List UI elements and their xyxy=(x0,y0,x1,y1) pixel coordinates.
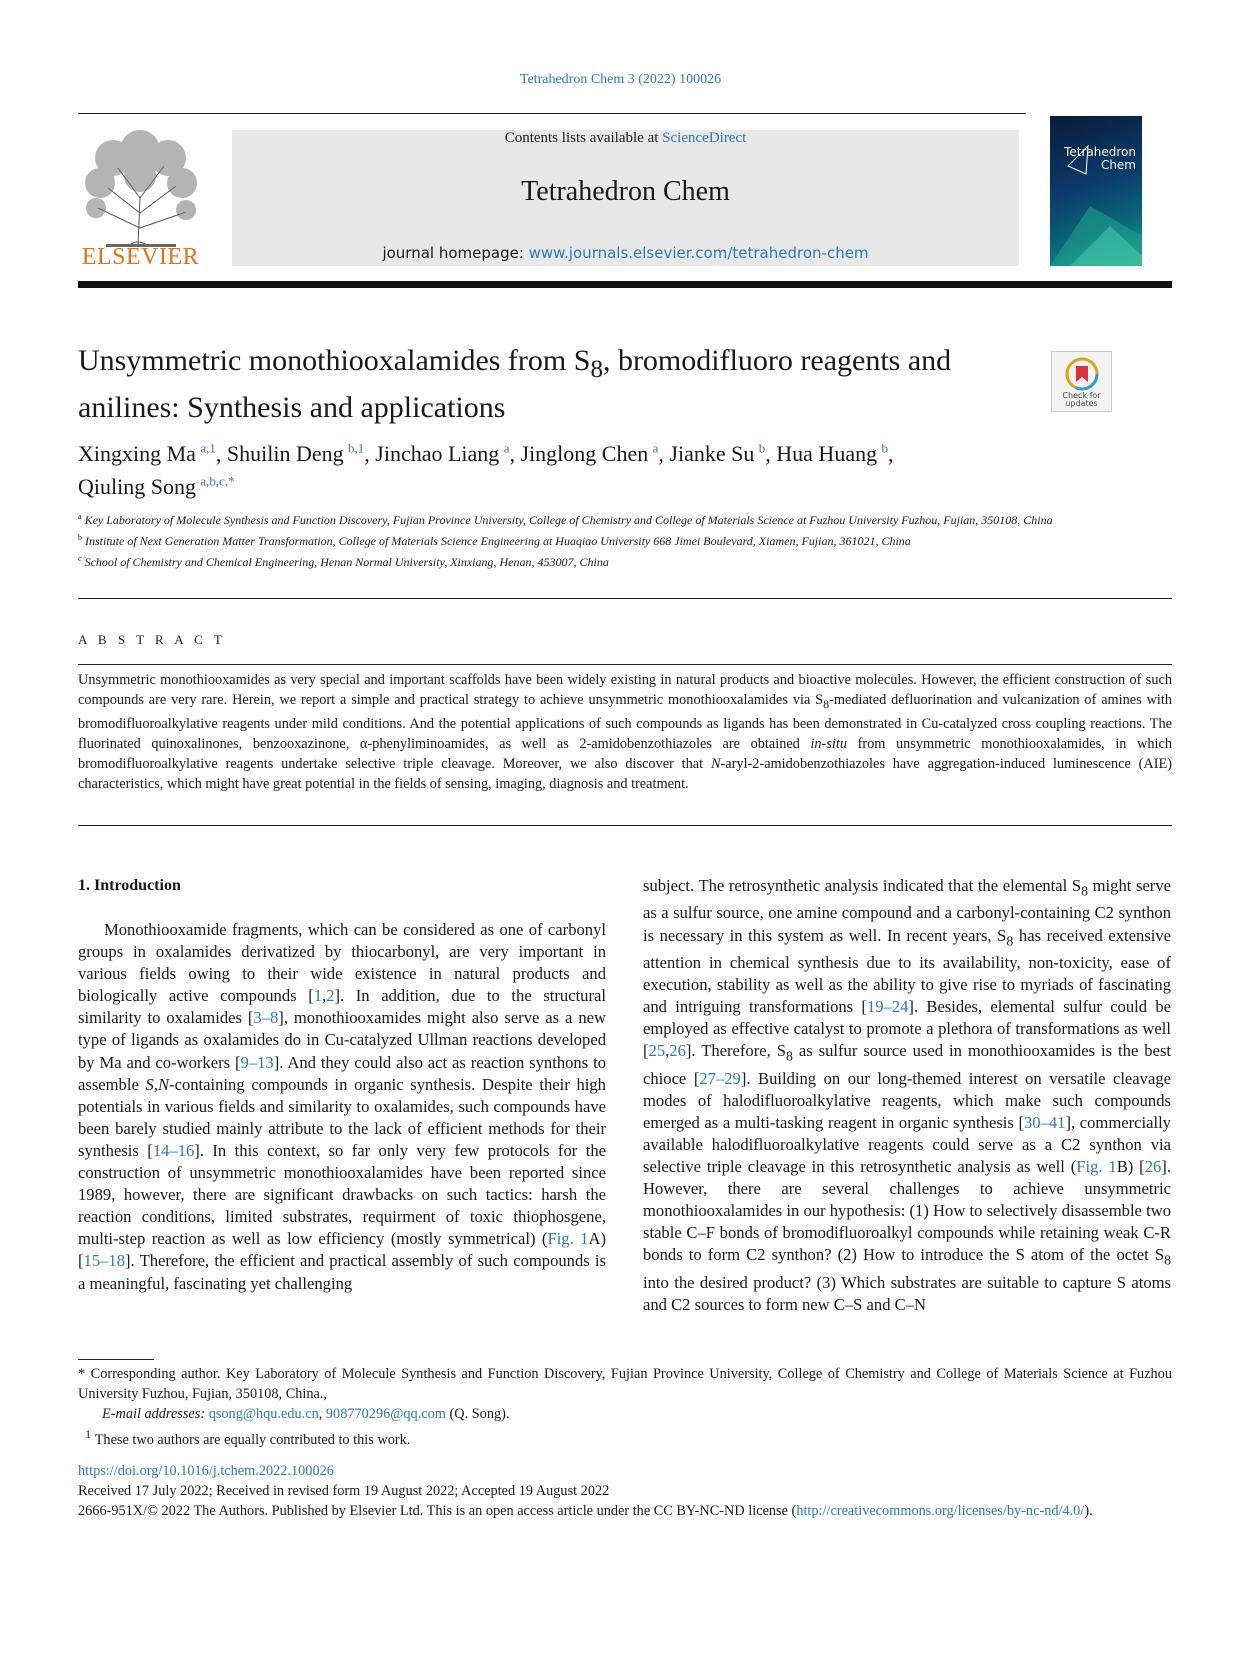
email-label: E-mail addresses: xyxy=(102,1406,209,1422)
check-updates-icon xyxy=(1064,356,1100,392)
text-seg: has received extensive attention in chemical synthesis due to its availability, non-toxicity, ease of execution, stability as well as the ability to give rise to myriads of fascinating and intriguing transformations [ xyxy=(643,925,1171,1017)
text-seg: ]. In this context, so far only very few protocols for the construction of unsymmetric monothiooxalamides have been reported since 1989, however, there are significant drawbacks on such tactics: harsh the reaction conditions, limited substrates, requirment of toxic thiophosgene, multi-step reaction as well as low efficiency (mostly symmetrical) ( xyxy=(78,1140,606,1249)
publication-info xyxy=(78,1461,1172,1521)
author[interactable] xyxy=(78,441,216,466)
affiliation-text: School of Chemistry and Chemical Engineering, Henan Normal University, Xinxiang, Henan, 453007, China xyxy=(81,555,609,569)
author-affiliation-mark[interactable]: b xyxy=(758,441,766,456)
author-name: Qiuling Song xyxy=(78,473,196,499)
author-name: Xingxing Ma xyxy=(78,441,196,467)
article-history: Received 17 July 2022; Received in revised form 19 August 2022; Accepted 19 August 2022 xyxy=(78,1483,610,1499)
homepage-line xyxy=(232,244,1019,262)
abstract-sub: 8 xyxy=(823,696,830,711)
check-for-updates-badge[interactable] xyxy=(1051,351,1112,412)
footnote-mark: 1 xyxy=(85,1427,92,1441)
text-seg: ]. Therefore, the efficient and practical assembly of such compounds is a meaningful, fascinating yet challenging xyxy=(78,1251,606,1293)
affiliation xyxy=(78,508,1078,529)
email-line xyxy=(78,1404,1172,1424)
intro-paragraph-1-cont xyxy=(643,875,1171,1316)
affiliation-text: Key Laboratory of Molecule Synthesis and Function Discovery, Fujian Province University, College of Chemistry and College of Materials Science at Fuzhou University Fuzhou, Fujian, 350108, China xyxy=(81,513,1053,527)
affiliation-label: a xyxy=(78,512,82,521)
check-updates-label: Check for updates xyxy=(1062,391,1101,408)
contents-prefix: Contents lists available at xyxy=(504,130,663,146)
cover-graphic xyxy=(1050,116,1142,266)
abstract-seg: -aryl-2-amidobenzothiazoles have aggregation-induced luminescence (AIE) characteristics, which might have great potential in the fields of sensing, imaging, diagnosis and treatment. xyxy=(78,755,1172,792)
body-column-left xyxy=(78,875,606,1295)
text-seg: B) [ xyxy=(1116,1157,1145,1177)
author-affiliation-mark[interactable]: b xyxy=(881,441,888,456)
affiliation-text: Institute of Next Generation Matter Transformation, College of Materials Science Engineering at Huaqiao University 668 Jimei Boulevard, Xiamen, Fujian, 361021, China xyxy=(82,534,911,548)
author-name: Jianke Su xyxy=(669,441,755,467)
author-affiliation-mark[interactable]: b,1 xyxy=(348,441,365,456)
author-affiliation-mark[interactable]: a xyxy=(652,441,659,456)
citation-link[interactable]: 1 xyxy=(313,986,323,1006)
text-seg: Monothiooxamide fragments, which can be considered as one of carbonyl groups in oxalamides derivatized by thiocarbonyl, are very important in various fields owing to their wide existence in natural products and biologically active compounds [ xyxy=(78,920,606,1006)
author-affiliation-mark[interactable]: a,b,c,* xyxy=(200,473,235,489)
body-column-right xyxy=(643,875,1171,1316)
header-rule xyxy=(78,113,1026,114)
author[interactable] xyxy=(521,441,659,466)
author-list: Xingxing Ma $^{a,1}$, Shuilin Deng $^{b,1}$, Jinchao Liang $^a$, Jinglong Chen $^a$, Jianke Su $^b$, Hua Huang $^b$, Qiuling Song $^{a,b,c,*}$ xyxy=(78,441,894,499)
title-part2: , bromodifluoro reagents and anilines: Synthesis and applications xyxy=(78,344,952,424)
text-seg: , xyxy=(665,1041,670,1061)
masthead-rule xyxy=(78,281,1172,288)
italic-seg: S,N xyxy=(145,1074,170,1094)
doi-link[interactable]: https://doi.org/10.1016/j.tchem.2022.100026 xyxy=(78,1463,334,1479)
license-line xyxy=(78,1501,1172,1521)
author-name: Hua Huang xyxy=(776,441,878,467)
citation-link[interactable]: 26 xyxy=(1144,1157,1162,1177)
abstract-rule-top xyxy=(78,664,1172,665)
affiliation xyxy=(78,550,1078,571)
affiliations xyxy=(78,508,1078,571)
author[interactable] xyxy=(669,441,765,466)
email-sep: , xyxy=(318,1406,326,1422)
email-link-2[interactable]: 908770296@qq.com xyxy=(325,1406,446,1422)
citation-link[interactable]: 25 xyxy=(648,1041,666,1061)
corresponding-author-note: * Corresponding author. Key Laboratory of Molecule Synthesis and Function Discovery, Fujian Province University, College of Chemistry and College of Materials Science at Fuzhou University Fuzhou, Fujian, 350108, China., xyxy=(78,1366,1172,1402)
text-seg: ]. In addition, due to the structural similarity to oxalamides [ xyxy=(78,986,606,1028)
abstract-italic: in-situ xyxy=(810,735,847,752)
citation-link[interactable]: 30–41 xyxy=(1023,1112,1066,1132)
equal-contribution-text: These two authors are equally contributed to this work. xyxy=(94,1431,411,1448)
author-affiliation-mark[interactable]: a xyxy=(503,441,510,456)
citation-link[interactable]: 2 xyxy=(326,986,335,1006)
sciencedirect-link[interactable]: ScienceDirect xyxy=(662,130,747,146)
subscript: 8 xyxy=(1164,1252,1171,1268)
equal-contribution-note xyxy=(78,1424,1172,1450)
contents-line xyxy=(232,130,1019,147)
text-seg: -containing compounds in organic synthesis. Despite their high potentials in various fields and similarity to oxalamides, such compounds have been barely studied mainly attribute to the lack of efficient methods for their synthesis [ xyxy=(78,1074,606,1160)
abstract-seg: Unsymmetric monothiooxamides as very special and important scaffolds have been widely existing in natural products and bioactive molecules. However, the efficient construction of such compounds are very rare. Herein, we report a simple and practical strategy to achieve unsymmetric monothiooxalamides via S xyxy=(78,672,1172,708)
citation-link[interactable]: 27–29 xyxy=(699,1068,741,1088)
author[interactable] xyxy=(227,441,364,466)
author[interactable] xyxy=(78,474,235,499)
license-prefix: 2666-951X/© 2022 The Authors. Published by Elsevier Ltd. This is an open access article under the CC BY-NC-ND license ( xyxy=(78,1503,797,1519)
cover-title: Tetrahedron Chem xyxy=(1064,145,1136,172)
citation-link[interactable]: 3–8 xyxy=(253,1008,279,1028)
abstract-italic: N xyxy=(711,755,721,772)
subscript: 8 xyxy=(1006,932,1014,948)
journal-masthead xyxy=(232,130,1019,266)
footnotes xyxy=(78,1364,1172,1450)
citation-link[interactable]: 15–18 xyxy=(83,1251,126,1271)
subscript: 8 xyxy=(1081,883,1088,899)
abstract-seg: -mediated defluorination and vulcanization of amines with bromodifluoroalkylative reagents under mild conditions. And the potential applications of such compounds as ligands has been demonstrated in Cu-catalyzed cross coupling reactions. The fluorinated quinoxalinones, benzooxazinone, α-phenyliminoamides, as well as 2-amidobenzothiazoles are obtained xyxy=(78,692,1173,752)
citation-link[interactable]: 19–24 xyxy=(866,997,909,1017)
affiliation-label: c xyxy=(78,554,82,563)
author-name: Jinchao Liang xyxy=(375,441,500,467)
text-seg: as sulfur source used in monothiooxamides is the best chioce [ xyxy=(643,1041,1172,1088)
homepage-prefix: journal homepage: xyxy=(382,244,529,262)
text-seg: might serve as a sulfur source, one amine compound and a carbonyl-containing C2 synthon is necessary in this system as well. In recent years, S xyxy=(643,876,1171,945)
license-suffix: ). xyxy=(1084,1503,1093,1519)
text-seg: ]. Besides, elemental sulfur could be employed as effective catalyst to promote a plethora of transformations as well [ xyxy=(643,997,1171,1061)
subscript: 8 xyxy=(785,1048,793,1064)
abstract-rule-bottom xyxy=(78,825,1172,826)
abstract-text xyxy=(78,670,1172,794)
journal-homepage-link[interactable]: www.journals.elsevier.com/tetrahedron-chem xyxy=(528,244,869,262)
abstract-seg: from unsymmetric monothiooxalamides, in which bromodifluoroalkylative reagents undertake selective triple cleavage. Moreover, we also discover that xyxy=(78,735,1172,772)
text-seg: ], monothiooxamides might also serve as a new type of ligands as oxalamides do in Cu-catalyzed Ullman reactions developed by Ma and co-workers [ xyxy=(78,1008,606,1072)
article-title xyxy=(78,342,1018,427)
footnote-rule xyxy=(78,1359,154,1360)
text-seg: ], commercially available halodifluoroalkylative reagents could serve as a C2 synthon via selective triple cleavage in this retrosynthetic analysis as well ( xyxy=(643,1112,1171,1177)
text-seg: A) [ xyxy=(78,1229,606,1271)
text-seg: ]. Therefore, S xyxy=(685,1041,786,1061)
citation-link[interactable]: 26 xyxy=(669,1041,686,1061)
text-seg: subject. The retrosynthetic analysis indicated that the elemental S xyxy=(643,876,1082,895)
citation-link[interactable]: 14–16 xyxy=(152,1140,195,1160)
author-name: Shuilin Deng xyxy=(226,441,344,467)
journal-name: Tetrahedron Chem xyxy=(521,176,730,207)
email-suffix: (Q. Song). xyxy=(445,1406,510,1422)
section-heading-introduction: 1. Introduction xyxy=(78,877,181,894)
running-head[interactable]: Tetrahedron Chem 3 (2022) 100026 xyxy=(519,72,722,87)
affiliations-rule xyxy=(78,598,1172,599)
text-seg: , xyxy=(322,986,327,1006)
intro-paragraph-1 xyxy=(78,919,606,1295)
abstract-heading: A B S T R A C T xyxy=(78,632,226,647)
elsevier-wordmark: ELSEVIER xyxy=(81,244,200,270)
citation-link[interactable]: 9–13 xyxy=(240,1052,274,1072)
text-seg: into the desired product? (3) Which substrates are suitable to capture S atoms and C2 sources to form new C–S and C–N xyxy=(643,1272,1171,1314)
title-subscript: 8 xyxy=(590,356,603,383)
text-seg: ]. Building on our long-themed interest on versatile cleavage modes of halodifluoroalkylative reagents, which make such compounds emerged as a multi-tasking reagent in organic synthesis [ xyxy=(643,1068,1171,1132)
author-name: Jinglong Chen xyxy=(520,441,649,467)
affiliation-label: b xyxy=(78,533,82,542)
figure-link[interactable]: Fig. 1 xyxy=(547,1229,589,1249)
figure-link[interactable]: Fig. 1 xyxy=(1076,1157,1117,1177)
journal-cover-image xyxy=(1050,116,1142,266)
text-seg: ]. And they could also act as reaction synthons to assemble xyxy=(78,1052,606,1094)
email-link-1[interactable]: qsong@hqu.edu.cn xyxy=(208,1406,319,1422)
author-affiliation-mark[interactable]: a,1 xyxy=(200,441,216,456)
author[interactable] xyxy=(375,441,509,466)
title-part1: Unsymmetric monothiooxalamides from S xyxy=(78,344,591,377)
license-link[interactable]: http://creativecommons.org/licenses/by-nc-nd/4.0/ xyxy=(796,1503,1085,1519)
text-seg: ]. However, there are several challenges to achieve unsymmetric monothiooxalamides in our hypothesis: (1) How to selectively disassemble two stable C–F bonds of bromodifluoroalkyl compounds while retaining weak C-R bonds to form C2 synthon? (2) How to introduce the S atom of the octet S xyxy=(643,1157,1171,1265)
author[interactable] xyxy=(776,441,888,466)
affiliation xyxy=(78,529,1078,550)
